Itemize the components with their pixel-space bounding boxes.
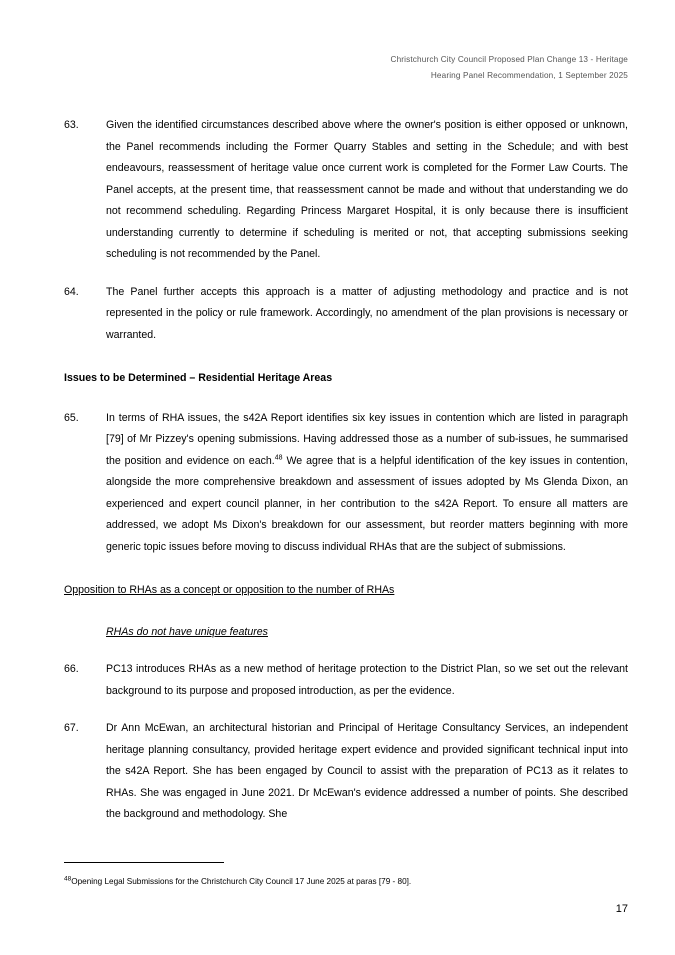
header-line-2: Hearing Panel Recommendation, 1 September 2025 [430, 70, 628, 80]
paragraph-number: 66. [64, 663, 79, 675]
section-heading: Issues to be Determined – Residential Heritage Areas [64, 372, 333, 384]
subheading-unique-features: RHAs do not have unique features [106, 625, 268, 638]
paragraph-67 [64, 718, 628, 826]
paragraph-number: 63. [64, 119, 79, 131]
paragraph-64 [64, 282, 628, 347]
footnote-reference: 48 [274, 453, 283, 461]
paragraph-number: 65. [64, 411, 79, 424]
paragraph-65 [64, 408, 628, 559]
header-line-1: Christchurch City Council Proposed Plan Change 13 - Heritage [390, 55, 628, 64]
footnote-entry [64, 876, 628, 888]
footnote-separator [64, 862, 224, 863]
footnote-text: Opening Legal Submissions for the Christchurch City Council 17 June 2025 at paras [79 - 80]. [71, 877, 412, 886]
paragraph-text: The Panel further accepts this approach is a matter of adjusting methodology and practice and is not represented in the policy or rule framework. Accordingly, no amendment of the plan provisions is necessary or warranted. [106, 285, 628, 341]
footnote-number: 48 [64, 875, 72, 883]
paragraph-text [106, 408, 628, 559]
paragraph-number: 64. [64, 285, 79, 298]
paragraph-number: 67. [64, 722, 79, 734]
paragraph-text-part-2: We agree that is a helpful identification of the key issues in contention, alongside the more comprehensive breakdown and assessment of issues adopted by Ms Glenda Dixon, an experienced and expert council planner, in her contribution to the s42A Report. To ensure all matters are addressed, we adopt Ms Dixon's breakdown for our assessment, but reorder matters beginning with more generic topic issues before moving to discuss individual RHAs that are the subject of submissions. [106, 454, 628, 553]
page-number: 17 [615, 903, 628, 915]
subheading-opposition: Opposition to RHAs as a concept or opposition to the number of RHAs [64, 584, 395, 596]
page-content [64, 115, 628, 842]
paragraph-63 [64, 115, 628, 266]
paragraph-text: Given the identified circumstances described above where the owner's position is either opposed or unknown, the Panel recommends including the Former Quarry Stables and setting in the Schedule; and with best endeavours, reassessment of heritage value once current work is completed for the Former Law Courts. The Panel accepts, at the present time, that reassessment cannot be made and without that understanding we do not recommend scheduling. Regarding Princess Margaret Hospital, it is only because there is insufficient understanding currently to determine if scheduling is merited or not, that accepting submissions seeking scheduling is not recommended by the Panel. [106, 119, 628, 260]
paragraph-text: PC13 introduces RHAs as a new method of heritage protection to the District Plan, so we set out the relevant background to its purpose and proposed introduction, as per the evidence. [106, 663, 628, 697]
paragraph-text: Dr Ann McEwan, an architectural historian and Principal of Heritage Consultancy Services, an independent heritage planning consultancy, provided heritage expert evidence and provided significant technical input into the s42A Report. She has been engaged by Council to assist with the preparation of PC13 as it relates to RHAs. She was engaged in June 2021. Dr McEwan's evidence addressed a number of points. She described the background and methodology. She [106, 722, 628, 820]
paragraph-text-part-1: In terms of RHA issues, the s42A Report identifies six key issues in contention which are listed in paragraph [79] of Mr Pizzey's opening submissions. Having addressed those as a number of sub-issues, he summarised the position and evidence on each. [106, 411, 628, 467]
page-header [391, 52, 628, 83]
paragraph-66 [64, 659, 628, 702]
